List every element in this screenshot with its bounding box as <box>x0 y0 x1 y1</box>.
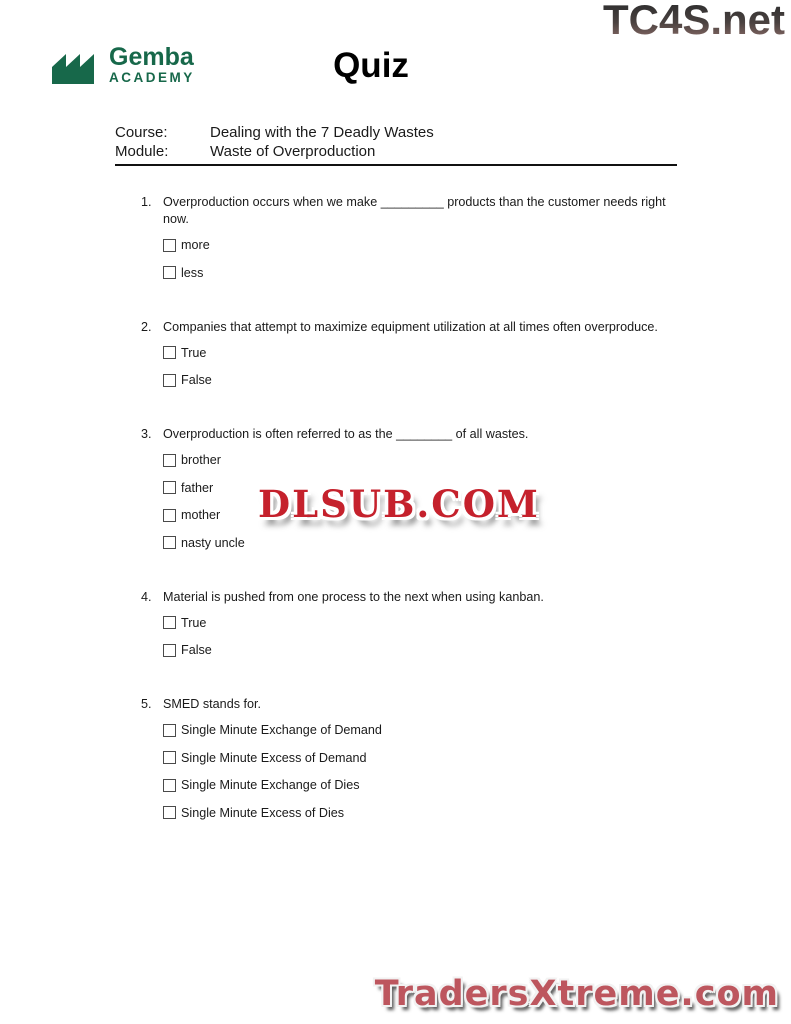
option-row <box>163 238 686 252</box>
question-5 <box>141 696 686 820</box>
question-number: 3. <box>141 427 152 441</box>
option-label: Single Minute Excess of Demand <box>181 750 367 765</box>
option-label: father <box>181 480 214 495</box>
option-label: True <box>181 345 207 360</box>
question-4 <box>141 589 686 658</box>
checkbox[interactable] <box>163 724 176 737</box>
option-label: Single Minute Excess of Dies <box>181 805 345 820</box>
option-label: brother <box>181 453 221 467</box>
question-text: Overproduction is often referred to as the ________ of all wastes. <box>163 427 529 441</box>
course-value: Dealing with the 7 Deadly Wastes <box>210 124 434 141</box>
option-row <box>163 751 686 765</box>
checkbox[interactable] <box>163 374 176 387</box>
tradersxtreme-watermark: TradersXtreme.com <box>374 974 779 1014</box>
option-row <box>163 266 686 280</box>
gemba-academy-logo <box>52 45 195 85</box>
question-list <box>141 194 686 859</box>
question-1 <box>141 194 686 280</box>
checkbox[interactable] <box>163 454 176 467</box>
option-row <box>163 536 686 550</box>
course-header <box>115 124 677 166</box>
logo-subname: ACADEMY <box>109 70 195 85</box>
option-row <box>163 616 686 630</box>
question-2 <box>141 319 686 388</box>
option-row <box>163 643 686 657</box>
option-row <box>163 373 686 387</box>
option-label: Single Minute Exchange of Demand <box>181 723 382 737</box>
checkbox[interactable] <box>163 481 176 494</box>
question-text: Companies that attempt to maximize equipment utilization at all times often overproduce. <box>163 319 658 334</box>
option-label: Single Minute Exchange of Dies <box>181 778 360 792</box>
module-label: Module: <box>115 142 169 160</box>
tc4s-watermark: TC4S.net <box>603 0 785 44</box>
question-text: SMED stands for. <box>163 697 261 711</box>
option-label: nasty uncle <box>181 535 245 550</box>
option-label: True <box>181 615 207 630</box>
option-row <box>163 723 686 737</box>
checkbox[interactable] <box>163 616 176 629</box>
checkbox[interactable] <box>163 509 176 522</box>
checkbox[interactable] <box>163 751 176 764</box>
option-label: mother <box>181 508 221 522</box>
checkbox[interactable] <box>163 266 176 279</box>
question-number: 5. <box>141 697 152 711</box>
checkbox[interactable] <box>163 779 176 792</box>
option-row <box>163 453 686 467</box>
checkbox[interactable] <box>163 536 176 549</box>
module-value: Waste of Overproduction <box>210 142 376 160</box>
course-row <box>115 124 677 143</box>
option-label: False <box>181 373 212 387</box>
question-text: Material is pushed from one process to the next when using kanban. <box>163 589 544 604</box>
option-row <box>163 806 686 820</box>
module-row <box>115 143 677 162</box>
checkbox[interactable] <box>163 239 176 252</box>
checkbox[interactable] <box>163 644 176 657</box>
logo-name: Gemba <box>109 43 194 71</box>
question-number: 2. <box>141 319 152 334</box>
option-row <box>163 346 686 360</box>
page-title: Quiz <box>333 46 409 85</box>
option-label: more <box>181 238 210 252</box>
factory-icon <box>52 46 104 84</box>
option-row <box>163 778 686 792</box>
question-number: 4. <box>141 589 152 604</box>
course-label: Course: <box>115 124 168 141</box>
option-label: less <box>181 265 204 280</box>
dlsub-watermark: DLSUB.COM <box>258 482 540 526</box>
question-text: Overproduction occurs when we make _________ products than the customer needs right now. <box>163 195 666 226</box>
option-label: False <box>181 643 212 657</box>
checkbox[interactable] <box>163 806 176 819</box>
question-number: 1. <box>141 195 152 209</box>
checkbox[interactable] <box>163 346 176 359</box>
